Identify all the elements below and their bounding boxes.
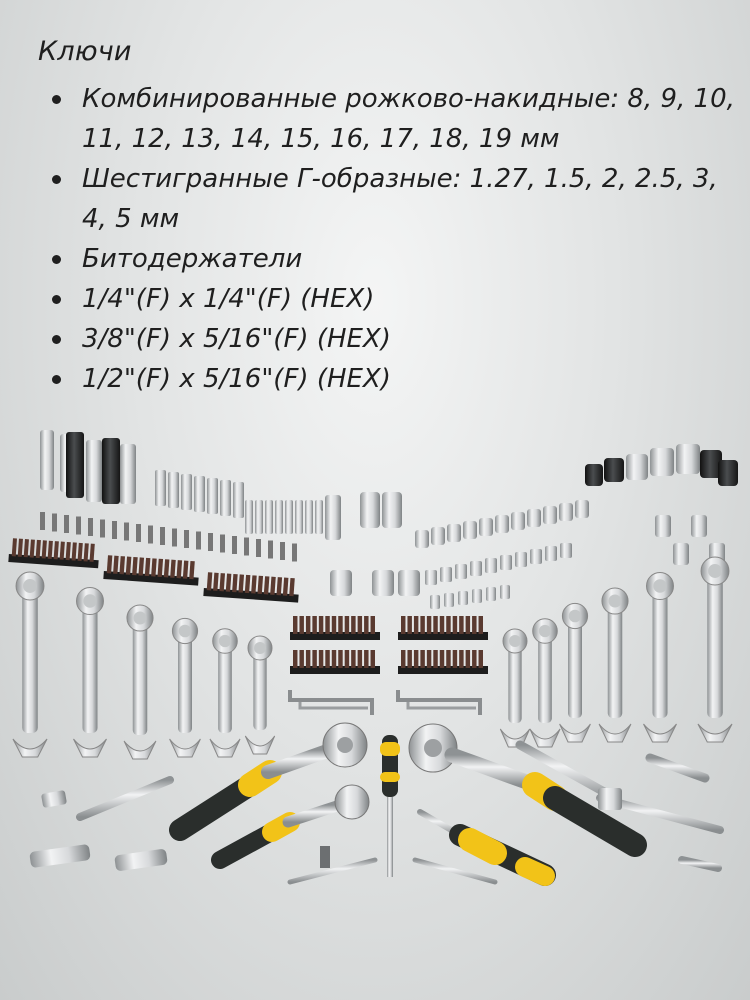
socket	[458, 591, 468, 605]
bit	[427, 650, 431, 668]
bit	[196, 532, 201, 550]
bit	[289, 578, 295, 596]
socket	[245, 500, 253, 534]
bit	[232, 536, 237, 554]
socket	[485, 558, 497, 573]
bit	[124, 523, 129, 541]
socket	[155, 470, 166, 506]
bit	[299, 650, 303, 668]
spec-item: Битодержатели	[82, 239, 738, 279]
bit	[60, 542, 65, 560]
bit	[312, 616, 316, 634]
bit	[145, 558, 151, 576]
bit	[479, 616, 483, 634]
socket	[527, 509, 541, 527]
bit	[66, 542, 71, 560]
bit	[54, 541, 59, 559]
bit	[219, 573, 225, 591]
socket	[168, 472, 179, 508]
combination-wrench	[170, 618, 201, 757]
wrench-shaft	[508, 645, 521, 723]
bit	[138, 557, 144, 575]
bit	[84, 543, 89, 561]
bit	[319, 650, 323, 668]
socket	[511, 512, 525, 530]
socket	[463, 521, 477, 539]
combination-wrench	[210, 629, 240, 757]
wrench-ring-hole	[539, 625, 551, 637]
socket	[430, 595, 440, 609]
bit	[283, 578, 289, 596]
wrench-ring-hole	[254, 642, 266, 654]
bit	[358, 650, 362, 668]
bit	[440, 650, 444, 668]
hex-keys	[290, 690, 480, 715]
bit	[351, 650, 355, 668]
bit	[420, 650, 424, 668]
bit	[18, 539, 23, 557]
bit	[292, 544, 297, 562]
bit	[170, 560, 176, 578]
socket	[691, 515, 707, 537]
bit	[299, 616, 303, 634]
bit-rail	[398, 650, 488, 674]
bit	[72, 542, 77, 560]
bit	[48, 541, 53, 559]
wrench-shaft	[133, 622, 148, 735]
bit-socket	[330, 570, 352, 596]
socket	[543, 506, 557, 524]
socket	[440, 567, 452, 582]
wrench-shaft	[178, 635, 192, 733]
socket	[233, 482, 244, 518]
wrench-ring-hole	[83, 594, 97, 608]
bit	[338, 616, 342, 634]
spec-item: 1/4"(F) x 1/4"(F) (HEX)	[82, 279, 738, 319]
combination-wrench	[124, 605, 156, 759]
socket	[495, 515, 509, 533]
spec-item: Комбинированные рожково-накидные: 8, 9, 10, 11, 12, 13, 14, 15, 16, 17, 18, 19 мм	[82, 79, 738, 159]
wrench-shaft	[568, 620, 582, 718]
deep-socket	[120, 444, 136, 504]
socket	[305, 500, 313, 534]
bit	[40, 512, 45, 530]
bit	[364, 616, 368, 634]
bit	[264, 576, 270, 594]
bit-rail	[398, 616, 488, 640]
socket	[360, 492, 380, 528]
extensions	[29, 745, 720, 882]
socket	[431, 527, 445, 545]
socket	[673, 543, 689, 565]
bit	[88, 518, 93, 536]
bit	[459, 616, 463, 634]
wrench-ring-hole	[569, 610, 582, 623]
bit	[427, 616, 431, 634]
socket	[575, 500, 589, 518]
socket	[479, 518, 493, 536]
bit	[78, 543, 83, 561]
bit	[280, 542, 285, 560]
bit	[433, 616, 437, 634]
socket	[315, 500, 323, 534]
bit	[232, 574, 238, 592]
wrench-ring-hole	[708, 564, 722, 578]
wrench-shaft	[218, 645, 232, 733]
combination-wrench	[13, 572, 47, 757]
bit-rail	[8, 538, 99, 568]
bit	[351, 616, 355, 634]
wrench-ring-hole	[133, 611, 146, 624]
bit	[164, 559, 170, 577]
bit	[251, 575, 257, 593]
combination-wrench	[74, 588, 107, 758]
socket	[486, 587, 496, 601]
wrench-open-end	[124, 741, 156, 759]
spec-item: 1/2"(F) x 5/16"(F) (HEX)	[82, 359, 738, 399]
wrench-shaft	[538, 635, 552, 723]
spec-item: 3/8"(F) x 5/16"(F) (HEX)	[82, 319, 738, 359]
bit	[189, 561, 195, 579]
wrench-open-end	[245, 736, 274, 754]
bit	[126, 557, 132, 575]
bit	[113, 556, 119, 574]
socket	[655, 515, 671, 537]
wrench-shaft	[707, 575, 723, 718]
wrench-open-end	[170, 739, 201, 757]
bit	[52, 514, 57, 532]
wrench-open-end	[530, 729, 560, 747]
socket	[275, 500, 283, 534]
bit	[364, 650, 368, 668]
bit	[256, 539, 261, 557]
deep-socket	[86, 440, 102, 502]
socket	[500, 585, 510, 599]
bit	[371, 650, 375, 668]
socket	[470, 561, 482, 576]
bit	[107, 555, 113, 573]
bit	[64, 515, 69, 533]
bit	[268, 541, 273, 559]
socket	[255, 500, 263, 534]
bit	[371, 616, 375, 634]
bit	[24, 539, 29, 557]
socket	[207, 478, 218, 514]
bit	[245, 575, 251, 593]
bit	[345, 616, 349, 634]
bit	[332, 650, 336, 668]
bit	[90, 544, 95, 562]
deep-socket	[66, 432, 84, 498]
wrench-open-end	[698, 724, 732, 742]
socket	[265, 500, 273, 534]
combination-wrench	[560, 603, 591, 742]
combination-wrench	[245, 636, 274, 754]
bit	[238, 574, 244, 592]
bit	[312, 650, 316, 668]
bit	[207, 572, 213, 590]
wrench-open-end	[644, 724, 677, 742]
bit	[12, 538, 17, 556]
socket	[295, 500, 303, 534]
bit	[76, 517, 81, 535]
bit-rail	[290, 616, 380, 640]
bit	[472, 616, 476, 634]
wrench-open-end	[74, 739, 107, 757]
bit	[407, 650, 411, 668]
wrench-shaft	[653, 590, 668, 718]
socket	[718, 460, 738, 486]
wrench-ring-hole	[653, 579, 667, 593]
bit	[270, 577, 276, 595]
wrench-open-end	[210, 739, 240, 757]
bit-rail	[203, 572, 299, 603]
wrench-shaft	[83, 605, 98, 733]
socket	[626, 454, 648, 480]
socket	[444, 593, 454, 607]
socket	[559, 503, 573, 521]
bit	[325, 616, 329, 634]
bit	[160, 527, 165, 545]
spec-text-block	[38, 36, 738, 399]
socket	[560, 543, 572, 558]
wrench-ring-hole	[608, 594, 621, 607]
bit	[338, 650, 342, 668]
socket	[181, 474, 192, 510]
bit-socket	[372, 570, 394, 596]
bit	[332, 616, 336, 634]
bit	[112, 521, 117, 539]
bit	[176, 560, 182, 578]
socket	[500, 555, 512, 570]
bit	[151, 558, 157, 576]
bit-rail	[290, 650, 380, 674]
section-heading: Ключи	[38, 36, 132, 67]
bit	[148, 526, 153, 544]
bit	[420, 616, 424, 634]
socket	[415, 530, 429, 548]
bit	[257, 576, 263, 594]
deep-socket	[40, 430, 54, 490]
bit	[446, 616, 450, 634]
bit	[213, 573, 219, 591]
bit	[226, 574, 232, 592]
bit	[401, 650, 405, 668]
bit	[459, 650, 463, 668]
bit-socket	[398, 570, 420, 596]
socket	[285, 500, 293, 534]
bit	[42, 540, 47, 558]
bit	[184, 530, 189, 548]
tool-set-image	[0, 420, 750, 1000]
spec-list	[38, 79, 738, 399]
socket	[425, 570, 437, 585]
socket	[472, 589, 482, 603]
bit	[293, 650, 297, 668]
bit	[172, 529, 177, 547]
wrench-shaft	[22, 590, 38, 733]
wrench-open-end	[599, 724, 631, 742]
bit	[306, 616, 310, 634]
wrench-ring-hole	[179, 625, 192, 638]
bit	[446, 650, 450, 668]
socket	[447, 524, 461, 542]
screwdriver-vertical	[380, 735, 400, 877]
bit	[208, 533, 213, 551]
bit	[472, 650, 476, 668]
socket	[455, 564, 467, 579]
bit	[414, 650, 418, 668]
bit	[183, 561, 189, 579]
bit	[319, 616, 323, 634]
bit	[345, 650, 349, 668]
socket	[194, 476, 205, 512]
wrench-ring-hole	[23, 579, 37, 593]
wrench-ring-hole	[219, 635, 231, 647]
bit	[466, 616, 470, 634]
bit	[36, 540, 41, 558]
socket	[325, 495, 341, 540]
bit	[407, 616, 411, 634]
socket	[676, 444, 700, 474]
bit	[157, 559, 163, 577]
socket	[650, 448, 674, 476]
bit	[100, 520, 105, 538]
bit	[440, 616, 444, 634]
bit	[220, 535, 225, 553]
combination-wrench	[530, 619, 560, 747]
spec-item: Шестигранные Г-образные: 1.27, 1.5, 2, 2.5, 3, 4, 5 мм	[82, 159, 738, 239]
bit	[433, 650, 437, 668]
wrench-shaft	[253, 652, 266, 730]
combination-wrench	[599, 588, 631, 742]
bit	[306, 650, 310, 668]
bit	[132, 557, 138, 575]
socket	[515, 552, 527, 567]
combination-wrench	[698, 557, 732, 742]
bit	[119, 556, 125, 574]
socket	[585, 464, 603, 486]
bit	[358, 616, 362, 634]
bit	[479, 650, 483, 668]
bit	[30, 539, 35, 557]
deep-socket	[102, 438, 120, 504]
socket	[604, 458, 624, 482]
bit	[453, 616, 457, 634]
bit	[401, 616, 405, 634]
wrench-shaft	[608, 605, 623, 718]
combination-wrench	[644, 573, 677, 743]
wrench-ring-hole	[509, 635, 521, 647]
bit	[244, 538, 249, 556]
bit	[276, 577, 282, 595]
bit	[293, 616, 297, 634]
socket	[530, 549, 542, 564]
bit	[136, 524, 141, 542]
wrench-open-end	[13, 739, 47, 757]
bit	[414, 616, 418, 634]
combination-wrench	[500, 629, 529, 747]
bit	[453, 650, 457, 668]
socket	[545, 546, 557, 561]
bit	[325, 650, 329, 668]
socket	[382, 492, 402, 528]
bit-rail	[103, 555, 199, 586]
wrench-open-end	[560, 724, 591, 742]
bit	[466, 650, 470, 668]
socket	[220, 480, 231, 516]
